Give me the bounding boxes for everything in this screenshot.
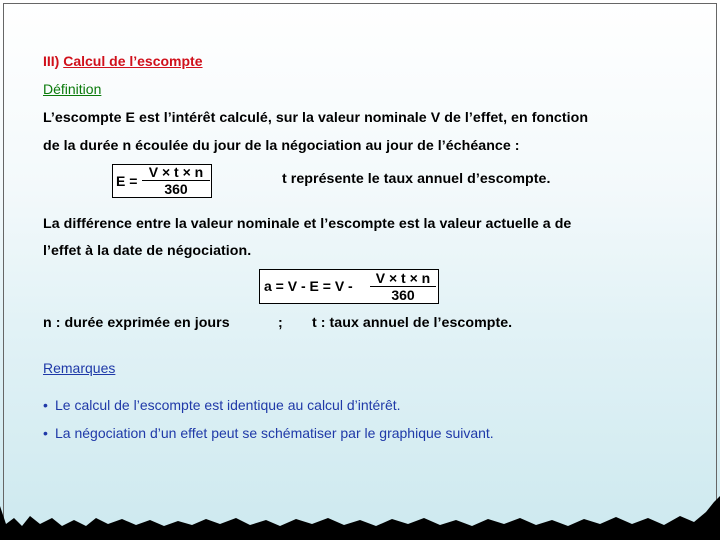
formula-1-numerator: V × t × n <box>142 164 210 181</box>
bullet-icon: • <box>43 425 48 441</box>
remark-item <box>43 425 494 441</box>
formula-2-fraction <box>370 270 436 303</box>
n-definition-note: n : durée exprimée en jours <box>43 315 230 331</box>
definition-heading: Définition <box>43 81 102 97</box>
remark-item-text: Le calcul de l’escompte est identique au calcul d’intérêt. <box>55 397 401 413</box>
valeur-actuelle-formula-box <box>259 269 439 304</box>
definition-line-1: L’escompte E est l’intérêt calculé, sur la valeur nominale V de l’effet, en fonction <box>43 110 589 126</box>
formula-1-fraction <box>142 164 210 197</box>
remarks-heading: Remarques <box>43 360 116 376</box>
formula-1-lhs: E = <box>116 173 138 189</box>
decorative-ground-border <box>0 488 720 540</box>
escompte-formula-box <box>112 164 212 198</box>
t-definition-note: t représente le taux annuel d’escompte. <box>282 171 551 187</box>
section-number: III) <box>43 53 60 69</box>
formula-1-denominator: 360 <box>164 181 188 197</box>
definition-line-2: de la durée n écoulée du jour de la négociation au jour de l’échéance : <box>43 138 520 154</box>
remark-item <box>43 397 401 413</box>
formula-2-lhs: a = V - E = V - <box>264 278 353 294</box>
section-title-text: Calcul de l’escompte <box>63 53 203 69</box>
formula-2-denominator: 360 <box>391 287 415 303</box>
section-title <box>43 53 203 69</box>
remark-item-text: La négociation d’un effet peut se schématiser par le graphique suivant. <box>55 425 494 441</box>
note-separator: ; <box>278 315 283 331</box>
bullet-icon: • <box>43 397 48 413</box>
formula-2-numerator: V × t × n <box>370 270 436 287</box>
t-rate-note: t : taux annuel de l’escompte. <box>312 315 513 331</box>
definition-line-4: l’effet à la date de négociation. <box>43 243 252 259</box>
definition-line-3: La différence entre la valeur nominale et l’escompte est la valeur actuelle a de <box>43 216 572 232</box>
